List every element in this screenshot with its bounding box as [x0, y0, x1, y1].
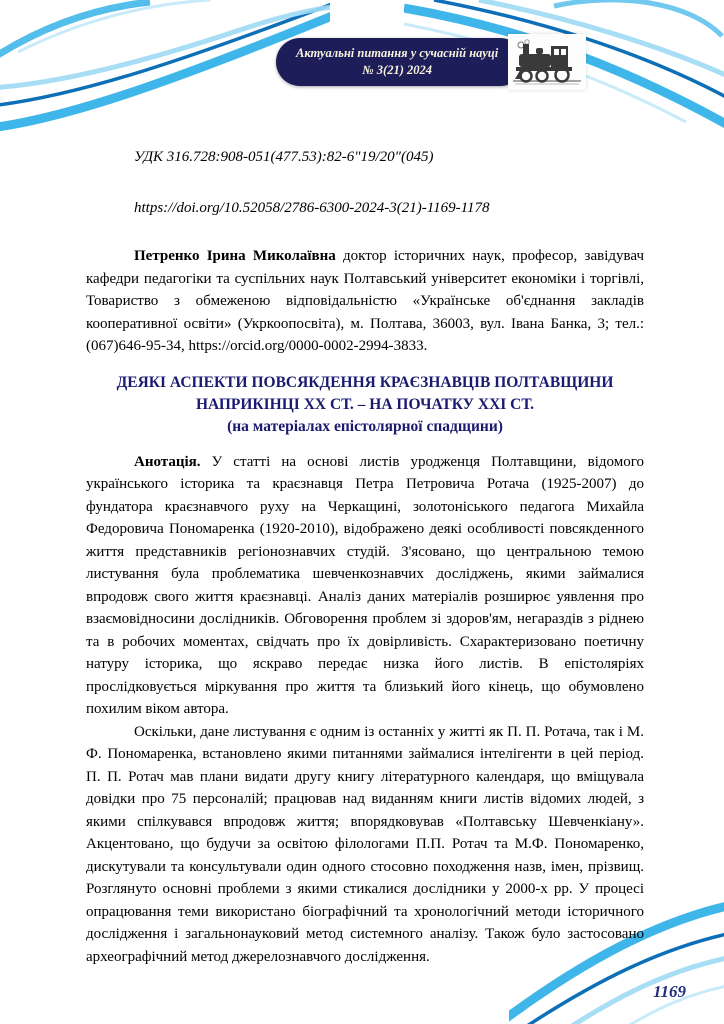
journal-header-badge: [276, 34, 586, 90]
page-number: 1169: [652, 982, 686, 1001]
abstract-paragraph-1: [86, 451, 644, 721]
abstract-paragraph-2: [86, 721, 644, 969]
journal-issue: № 3(21) 2024: [362, 63, 432, 77]
abstract-text-1: У статті на основі листів уродженця Полтавщини, відомого українського історика та краєзнавця Петра Петровича Ротача (1925-2007) до фундатора краєзнавчого руху на Черкащині, золотоніського педагога Михайла Федоровича Пономаренка (1920-2010), відображено деякі особливості повсякденного життя представників регіонознавчих студій. З'ясовано, що центральною темою листування була проблематика шевченкознавчих досліджень, якими займалися впродовж свого життя краєзнавці. Аналіз даних матеріалів розширює уявлення про взаємовідносини дослідників. Обговорення проблем зі здоров'ям, негараздів з ріднею та в робочих моментах, свідчать про їх довірливість. Схарактеризовано поетичну натуру історика, що яскраво передає низка його листів. В епістоляріях прослідковується міркування про життя та близький його кінець, що обумовлено похилим віком автора.: [86, 453, 644, 718]
author-details: доктор історичних наук, професор, завідувач кафедри педагогіки та суспільних наук Полтавський університет економіки і торгівлі, Товариство з обмеженою відповідальністю «Українське об'єднання закладів кооперативної освіти» (Укркоопосвіта), м. Полтава, 36003, вул. Івана Банка, 3; тел.: (067)646-95-34, https://orcid.org/0000-0002-2994-3833.: [86, 248, 644, 354]
article-body: [86, 146, 644, 968]
doi-link[interactable]: https://doi.org/10.52058/2786-6300-2024-3(21)-1169-1178: [134, 199, 490, 216]
article-title: [86, 372, 644, 439]
author-paragraph: [86, 245, 644, 358]
abstract-text-2: Оскільки, дане листування є одним із останніх у житті як П. П. Ротача, так і М. Ф. Пономаренка, встановлено якими питаннями займалися інтелігенти в цей період. П. П. Ротач мав плани видати другу книгу літературного календаря, що вміщувала довідки про 75 персоналій; працював над виданням книги листів відомих людей, з якими спілкувався впродовж життя; впорядковував «Полтавську Шевченкіану». Акцентовано, що будучи за освітою філологами П.П. Ротач та М.Ф. Пономаренко, дискутували та консультували один одного стосовно походження назв, імен, прізвищ. Розглянуто основні проблеми з якими стикалися дослідники у 2000-х рр. У процесі опрацювання теми використано біографічний та хронологічний методи історичного дослідження і загальнонауковий метод системного аналізу. Також було застосовано археографічний метод джерелознавчого дослідження.: [86, 723, 644, 965]
article-title-main: ДЕЯКІ АСПЕКТИ ПОВСЯКДЕННЯ КРАЄЗНАВЦІВ ПОЛТАВЩИНИ НАПРИКІНЦІ ХХ СТ. – НА ПОЧАТКУ ХХІ СТ.: [116, 373, 614, 413]
abstract-label: Анотація.: [134, 453, 201, 470]
article-title-sub: (на матеріалах епістолярної спадщини): [227, 418, 503, 436]
journal-title-pill: [276, 38, 524, 86]
author-name: Петренко Ірина Миколаївна: [134, 248, 336, 264]
journal-title: Актуальні питання у сучасній науці: [296, 46, 499, 61]
udk-code: УДК 316.728:908-051(477.53):82-6"19/20"(045): [134, 149, 434, 165]
locomotive-icon: [508, 34, 586, 90]
